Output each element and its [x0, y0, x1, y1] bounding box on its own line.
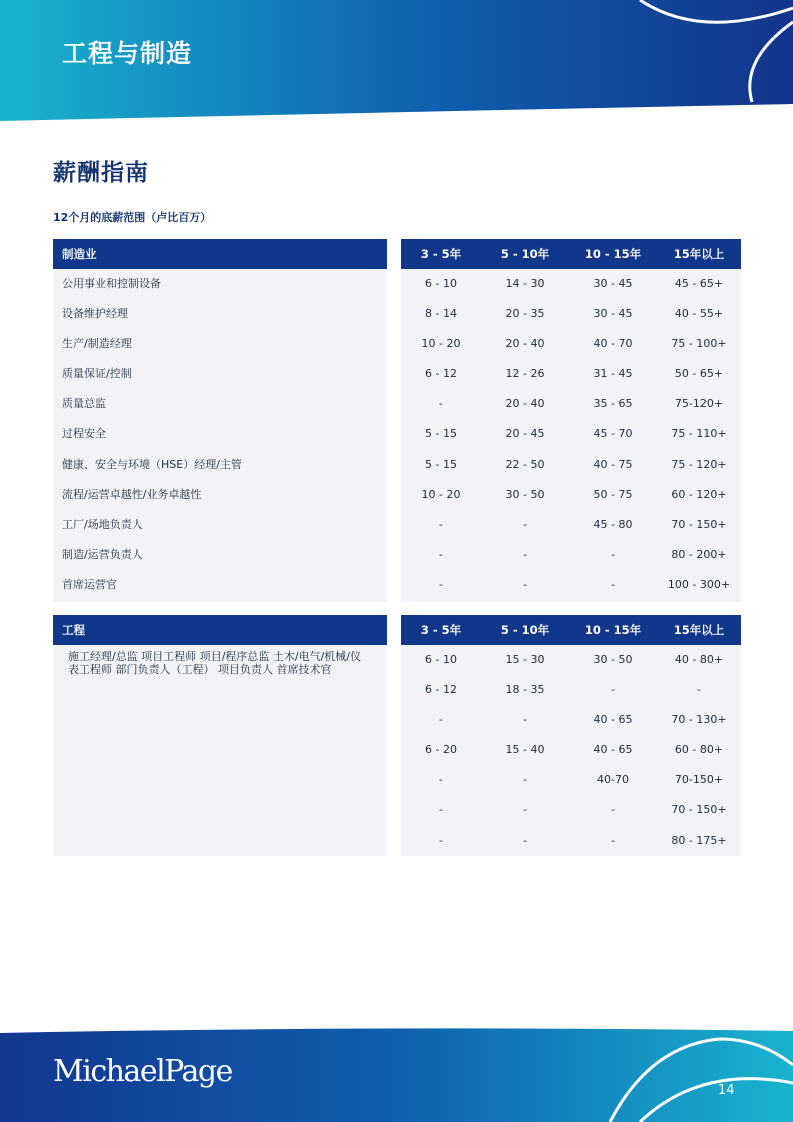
table-row: [401, 826, 741, 856]
cell: 75 - 120+: [671, 457, 727, 471]
table-row: [53, 480, 741, 510]
cell: 5 - 15: [425, 427, 457, 441]
row-label: 制造/运营负责人: [62, 547, 143, 561]
cell: -: [439, 713, 443, 727]
table-row: [53, 269, 741, 299]
cell: -: [523, 833, 527, 847]
cell: 20 - 40: [505, 397, 545, 411]
table-row: [53, 359, 741, 389]
cell: -: [697, 683, 701, 697]
cell: 20 - 45: [505, 427, 545, 441]
row-label: 首席运营官: [62, 577, 117, 591]
table-row: [53, 510, 741, 540]
cell: -: [611, 683, 615, 697]
cell: -: [523, 713, 527, 727]
cell: -: [523, 577, 527, 591]
column-headers: [401, 239, 741, 269]
column-header: 3 - 5年: [420, 247, 462, 261]
cell: 60 - 120+: [671, 487, 727, 501]
cell: 15 - 30: [505, 653, 545, 666]
column-header: 5 - 10年: [500, 623, 550, 637]
row-label: 健康、安全与环境（HSE）经理/主管: [62, 457, 242, 471]
table-row: [401, 705, 741, 735]
column-header: 10 - 15年: [584, 623, 642, 637]
column-header: 15年以上: [673, 623, 725, 637]
table-header: [53, 239, 741, 269]
cell: -: [439, 547, 443, 561]
cell: 6 - 10: [425, 277, 457, 290]
cell: 40-70: [597, 773, 629, 787]
cell: 35 - 65: [593, 397, 633, 411]
cell: -: [523, 773, 527, 787]
cell: 80 - 175+: [671, 833, 727, 847]
cell: 50 - 75: [593, 487, 633, 501]
cell: 40 - 55+: [674, 307, 724, 321]
cell: -: [439, 833, 443, 847]
section-title: 薪酬指南: [53, 160, 149, 186]
table-row: [401, 735, 741, 765]
table-row: [53, 570, 741, 600]
cell: 30 - 50: [505, 487, 545, 501]
column-header: 5 - 10年: [500, 247, 550, 261]
table-row: [53, 419, 741, 449]
cell: 70 - 130+: [671, 713, 727, 727]
cell: 6 - 12: [425, 683, 457, 697]
cell: 50 - 65+: [674, 367, 724, 381]
cell: 40 - 65: [593, 713, 633, 727]
table-row: [401, 795, 741, 825]
row-label: 质量总监: [62, 397, 106, 411]
cell: 70 - 150+: [671, 803, 727, 817]
cell: 75-120+: [674, 397, 724, 411]
cell: -: [439, 577, 443, 591]
cell: 22 - 50: [505, 457, 545, 471]
cell: -: [439, 803, 443, 817]
cell: 30 - 45: [593, 277, 633, 290]
cell: 14 - 30: [505, 277, 545, 290]
cell: 45 - 65+: [674, 277, 724, 290]
table-row: [53, 299, 741, 329]
cell: -: [611, 547, 615, 561]
cell: -: [611, 803, 615, 817]
cell: 80 - 200+: [671, 547, 727, 561]
manufacturing-table: [53, 239, 741, 602]
michaelpage-logo: MichaelPage: [53, 1054, 232, 1089]
cell: -: [523, 803, 527, 817]
cell: 70 - 150+: [671, 517, 727, 531]
cell: 30 - 50: [593, 653, 633, 666]
row-label: 流程/运营卓越性/业务卓越性: [62, 487, 202, 501]
table-header: [53, 615, 741, 645]
subtitle: 12个月的底薪范围（卢比百万）: [53, 211, 212, 224]
cell: 31 - 45: [593, 367, 633, 381]
header-title: 工程与制造: [62, 39, 193, 68]
cell: -: [523, 547, 527, 561]
cell: 6 - 12: [425, 367, 457, 381]
cell: 8 - 14: [425, 307, 457, 321]
row-label: 公用事业和控制设备: [62, 277, 161, 290]
table-row: [53, 329, 741, 359]
cell: -: [439, 397, 443, 411]
page-number: 14: [718, 1083, 735, 1098]
table-row: [401, 765, 741, 795]
cell: 10 - 20: [421, 337, 461, 351]
cell: 6 - 20: [425, 743, 457, 757]
manufacturing-heading: 制造业: [53, 239, 387, 269]
cell: -: [439, 773, 443, 787]
cell: 6 - 10: [425, 653, 457, 666]
row-label: 设备维护经理: [62, 307, 128, 321]
cell: 30 - 45: [593, 307, 633, 321]
row-label: 质量保证/控制: [62, 367, 132, 381]
cell: -: [611, 833, 615, 847]
cell: 70-150+: [674, 773, 724, 787]
column-header: 15年以上: [673, 247, 725, 261]
table-row: [401, 675, 741, 705]
cell: 18 - 35: [505, 683, 545, 697]
cell: 40 - 75: [593, 457, 633, 471]
column-header: 10 - 15年: [584, 247, 642, 261]
cell: 40 - 70: [593, 337, 633, 351]
table-row: [401, 645, 741, 675]
cell: -: [611, 577, 615, 591]
cell: 75 - 110+: [671, 427, 727, 441]
cell: 45 - 70: [593, 427, 633, 441]
column-header: 3 - 5年: [420, 623, 462, 637]
row-label: 工厂/场地负责人: [62, 517, 143, 531]
engineering-heading: 工程: [53, 615, 387, 645]
cell: 100 - 300+: [667, 577, 731, 591]
column-headers: [401, 615, 741, 645]
cell: 10 - 20: [421, 487, 461, 501]
engineering-table: [53, 615, 741, 856]
cell: -: [439, 517, 443, 531]
cell: 40 - 65: [593, 743, 633, 757]
table-row: [53, 450, 741, 480]
engineering-roles-text: 施工经理/总监 项目工程师 项目/程序总监 土木/电气/机械/仪表工程师 部门负责人（工程） 项目负责人 首席技术官: [68, 650, 362, 676]
table-row: [53, 540, 741, 570]
row-label: 生产/制造经理: [62, 337, 132, 351]
table-row: [53, 389, 741, 419]
cell: -: [523, 517, 527, 531]
cell: 20 - 40: [505, 337, 545, 351]
cell: 15 - 40: [505, 743, 545, 757]
row-label: 过程安全: [62, 427, 106, 441]
cell: 5 - 15: [425, 457, 457, 471]
cell: 60 - 80+: [674, 743, 724, 757]
cell: 45 - 80: [593, 517, 633, 531]
cell: 12 - 26: [505, 367, 545, 381]
cell: 75 - 100+: [671, 337, 727, 351]
cell: 40 - 80+: [674, 653, 724, 666]
cell: 20 - 35: [505, 307, 545, 321]
